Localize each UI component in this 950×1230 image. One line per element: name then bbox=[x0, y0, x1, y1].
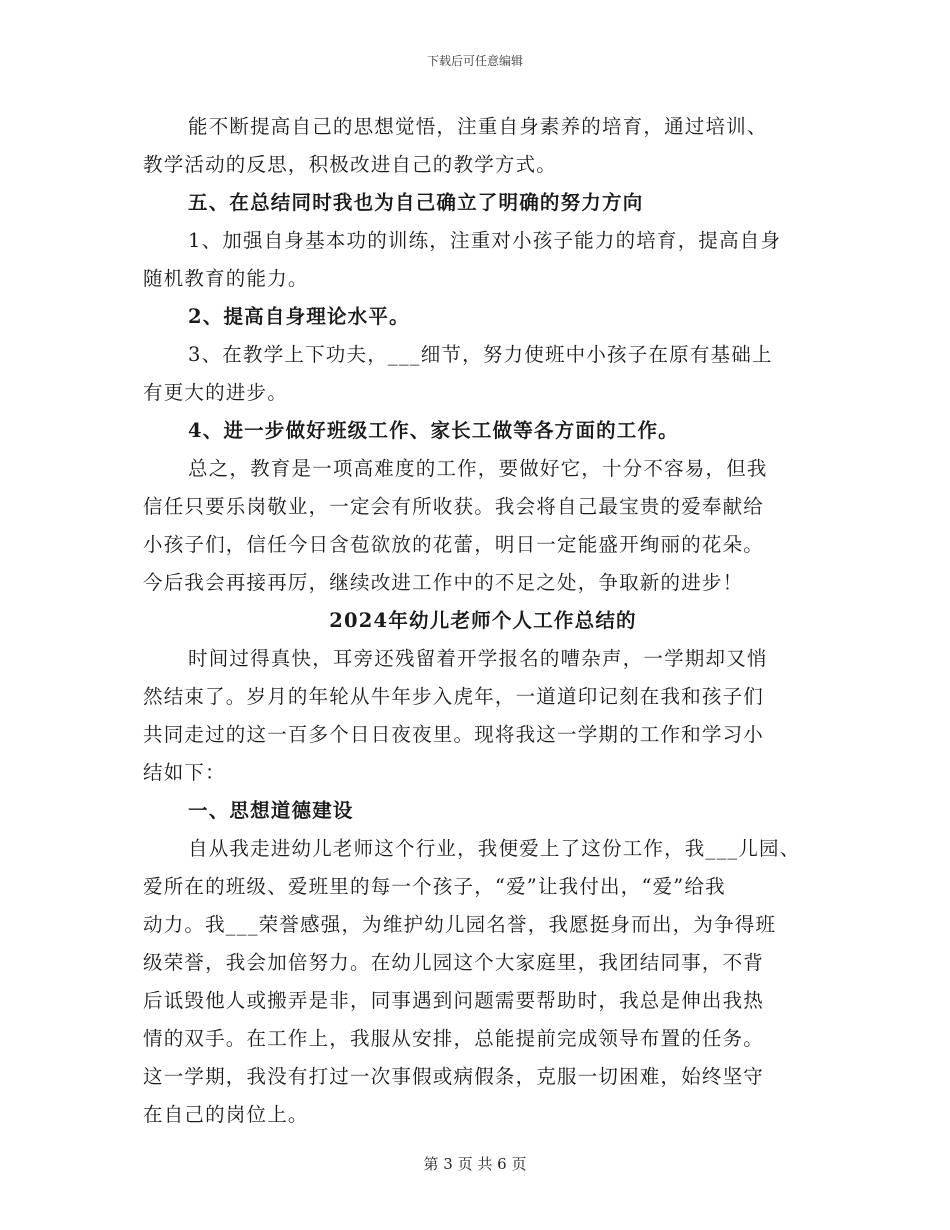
paragraph-line: 能不断提高自己的思想觉悟，注重自身素养的培育，通过培训、 bbox=[188, 115, 768, 138]
paragraph-line: 教学活动的反思，积极改进自己的教学方式。 bbox=[143, 153, 558, 176]
section-heading: 一、思想道德建设 bbox=[188, 799, 354, 822]
list-item-heading: 2、提高自身理论水平。 bbox=[188, 305, 410, 328]
document-body bbox=[143, 108, 823, 1134]
paragraph-line: 有更大的进步。 bbox=[143, 381, 288, 404]
paragraph-line: 结如下： bbox=[143, 761, 226, 784]
paragraph-line: 随机教育的能力。 bbox=[143, 267, 309, 290]
paragraph-line: 然结束了。岁月的年轮从牛年步入虎年，一道道印记刻在我和孩子们 bbox=[143, 685, 765, 708]
paragraph-line: 3、在教学上下功夫，___细节，努力使班中小孩子在原有基础上 bbox=[188, 343, 773, 366]
paragraph-line: 时间过得真快，耳旁还残留着开学报名的嘈杂声，一学期却又悄 bbox=[188, 647, 768, 670]
page-number: 第 3 页 共 6 页 bbox=[423, 1155, 527, 1173]
paragraph-line: 情的双手。在工作上，我服从安排，总能提前完成领导布置的任务。 bbox=[143, 1027, 765, 1050]
header-note: 下载后可任意编辑 bbox=[426, 54, 523, 68]
list-item-heading: 4、进一步做好班级工作、家长工做等各方面的工作。 bbox=[188, 419, 679, 442]
paragraph-line: 自从我走进幼儿老师这个行业，我便爱上了这份工作，我___儿园、 bbox=[188, 837, 801, 860]
paragraph-line: 总之，教育是一项高难度的工作，要做好它，十分不容易，但我 bbox=[188, 457, 768, 480]
paragraph-line: 今后我会再接再厉，继续改进工作中的不足之处，争取新的进步！ bbox=[143, 571, 744, 594]
paragraph-line: 这一学期，我没有打过一次事假或病假条，克服一切困难，始终坚守 bbox=[143, 1065, 765, 1088]
paragraph-line: 后诋毁他人或搬弄是非，同事遇到问题需要帮助时，我总是伸出我热 bbox=[143, 989, 765, 1012]
section-heading: 五、在总结同时我也为自己确立了明确的努力方向 bbox=[188, 191, 644, 214]
paragraph-line: 1、加强自身基本功的训练，注重对小孩子能力的培育，提高自身 bbox=[188, 229, 782, 252]
paragraph-line: 小孩子们，信任今日含苞欲放的花蕾，明日一定能盛开绚丽的花朵。 bbox=[143, 533, 765, 556]
document-title: 2024年幼儿老师个人工作总结的 bbox=[329, 609, 637, 632]
paragraph-line: 信任只要乐岗敬业，一定会有所收获。我会将自己最宝贵的爱奉献给 bbox=[143, 495, 765, 518]
paragraph-line: 动力。我___荣誉感强，为维护幼儿园名誉，我愿挺身而出，为争得班 bbox=[143, 913, 777, 936]
paragraph-line: 级荣誉，我会加倍努力。在幼儿园这个大家庭里，我团结同事，不背 bbox=[143, 951, 765, 974]
paragraph-line: 在自己的岗位上。 bbox=[143, 1103, 309, 1126]
paragraph-line: 共同走过的这一百多个日日夜夜里。现将我这一学期的工作和学习小 bbox=[143, 723, 765, 746]
paragraph-line: 爱所在的班级、爱班里的每一个孩子，“爱”让我付出，“爱”给我 bbox=[143, 875, 726, 898]
